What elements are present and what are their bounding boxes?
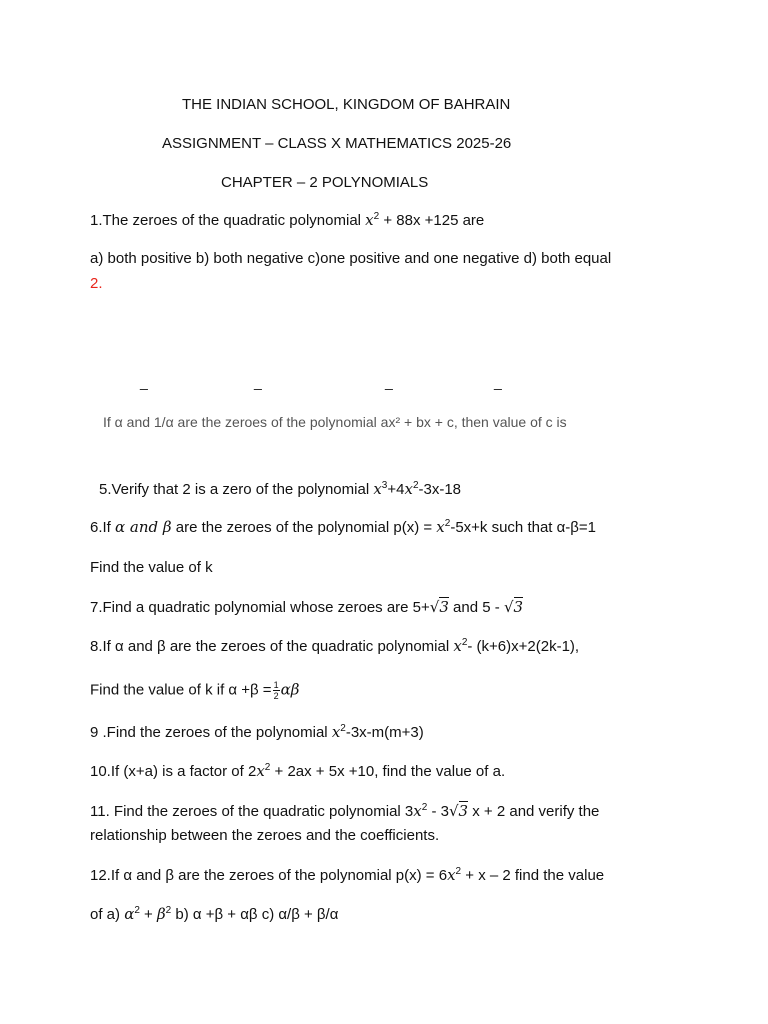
q8-alpha-beta: αβ: [280, 680, 300, 699]
q1-exp: 2: [373, 211, 380, 222]
q12-alpha-exp: 2: [134, 905, 140, 916]
q10-var: x: [256, 762, 265, 780]
question-12: [90, 866, 604, 887]
q5-var2: x: [404, 480, 413, 498]
q5-text: 5.Verify that 2 is a zero of the polynomial: [99, 481, 374, 498]
blank-dash: _: [140, 374, 148, 390]
q1-text: 1.The zeroes of the quadratic polynomial: [90, 212, 366, 229]
question-10: [90, 762, 505, 783]
q12-exp: 2: [455, 866, 462, 877]
question-1: [90, 211, 484, 232]
q9-text: 9 .Find the zeroes of the polynomial: [90, 724, 332, 741]
q12-line2: [90, 905, 338, 926]
q11-text-end: x + 2 and verify the: [468, 803, 600, 820]
assignment-title: ASSIGNMENT – CLASS X MATHEMATICS 2025-26: [162, 135, 512, 152]
sqrt-symbol: √: [429, 598, 440, 616]
q12-line2-text: of a): [90, 906, 125, 923]
q9-exp: 2: [340, 723, 346, 734]
blank-dash: _: [494, 374, 502, 390]
question-2-number: 2.: [90, 275, 103, 292]
q11-radicand: 3: [458, 802, 469, 820]
q12-var: x: [447, 866, 456, 884]
question-11: [90, 802, 599, 823]
q6-text: 6.If: [90, 519, 116, 536]
q9-text-end: -3x-m(m+3): [345, 724, 424, 741]
q6-math: α and β: [115, 518, 172, 536]
q5-text-end: -3x-18: [418, 481, 462, 498]
q8-exp: 2: [461, 637, 468, 648]
q5-exp2: 2: [412, 480, 419, 491]
q6-exp: 2: [444, 518, 451, 529]
q11-exp: 2: [421, 802, 428, 813]
school-title: THE INDIAN SCHOOL, KINGDOM OF BAHRAIN: [182, 96, 511, 113]
fraction-numerator: 1: [273, 680, 279, 690]
q1-var: x: [365, 211, 374, 229]
q12-plus: +: [139, 906, 157, 923]
q10-text-end: + 2ax + 5x +10, find the value of a.: [270, 763, 506, 780]
q12-line2-end: b) α +β + αβ c) α/β + β/α: [171, 906, 339, 923]
question-3: If α and 1/α are the zeroes of the polynomial ax² + bx + c, then value of c is: [103, 414, 567, 430]
q12-beta-exp: 2: [165, 905, 172, 916]
q8-text-end: - (k+6)x+2(2k-1),: [467, 638, 580, 655]
q11-var: x: [413, 802, 422, 820]
q1-options: a) both positive b) both negative c)one positive and one negative d) both equal: [90, 250, 612, 267]
q5-mid: +4: [387, 481, 405, 498]
fraction-half: [273, 680, 280, 701]
chapter-title: CHAPTER – 2 POLYNOMIALS: [221, 174, 429, 191]
question-6: [90, 518, 596, 539]
question-9: [90, 723, 424, 744]
q12-text-end: + x – 2 find the value: [461, 867, 605, 884]
q11-text: 11. Find the zeroes of the quadratic polynomial 3: [90, 803, 414, 820]
q6-line2: Find the value of k: [90, 559, 213, 576]
q8-text: 8.If α and β are the zeroes of the quadratic polynomial: [90, 638, 454, 655]
question-8: [90, 637, 579, 658]
q10-exp: 2: [264, 762, 271, 773]
q7-radicand-1: 3: [439, 598, 449, 616]
q1-text-end: + 88x +125 are: [379, 212, 485, 229]
q11-line2: relationship between the zeroes and the coefficients.: [90, 827, 440, 844]
question-5: [99, 480, 461, 501]
sqrt-symbol: √: [448, 802, 459, 820]
q12-text: 12.If α and β are the zeroes of the polynomial p(x) = 6: [90, 867, 448, 884]
q10-text: 10.If (x+a) is a factor of 2: [90, 763, 257, 780]
q6-var: x: [436, 518, 445, 536]
question-7: [90, 598, 523, 617]
q7-text: 7.Find a quadratic polynomial whose zeroes are 5+: [90, 599, 430, 616]
q7-radicand-2: 3: [513, 598, 524, 616]
fraction-denominator: 2: [273, 691, 279, 701]
blank-dash: _: [385, 374, 393, 390]
q6-mid: are the zeroes of the polynomial p(x) =: [171, 519, 437, 536]
q11-mid: - 3: [427, 803, 449, 820]
q8-line2-text: Find the value of k if α +β =: [90, 681, 272, 699]
q12-beta: β: [157, 905, 166, 923]
q8-line2: [90, 680, 299, 701]
q7-mid: and 5 -: [448, 599, 504, 616]
q12-alpha: α: [124, 905, 135, 923]
q8-var: x: [453, 637, 462, 655]
q9-var: x: [331, 723, 341, 741]
q6-text-end: -5x+k such that α-β=1: [450, 519, 597, 536]
blank-dash: _: [254, 374, 262, 390]
q5-exp1: 3: [381, 480, 388, 491]
sqrt-symbol: √: [503, 598, 514, 616]
q5-var1: x: [373, 480, 382, 498]
